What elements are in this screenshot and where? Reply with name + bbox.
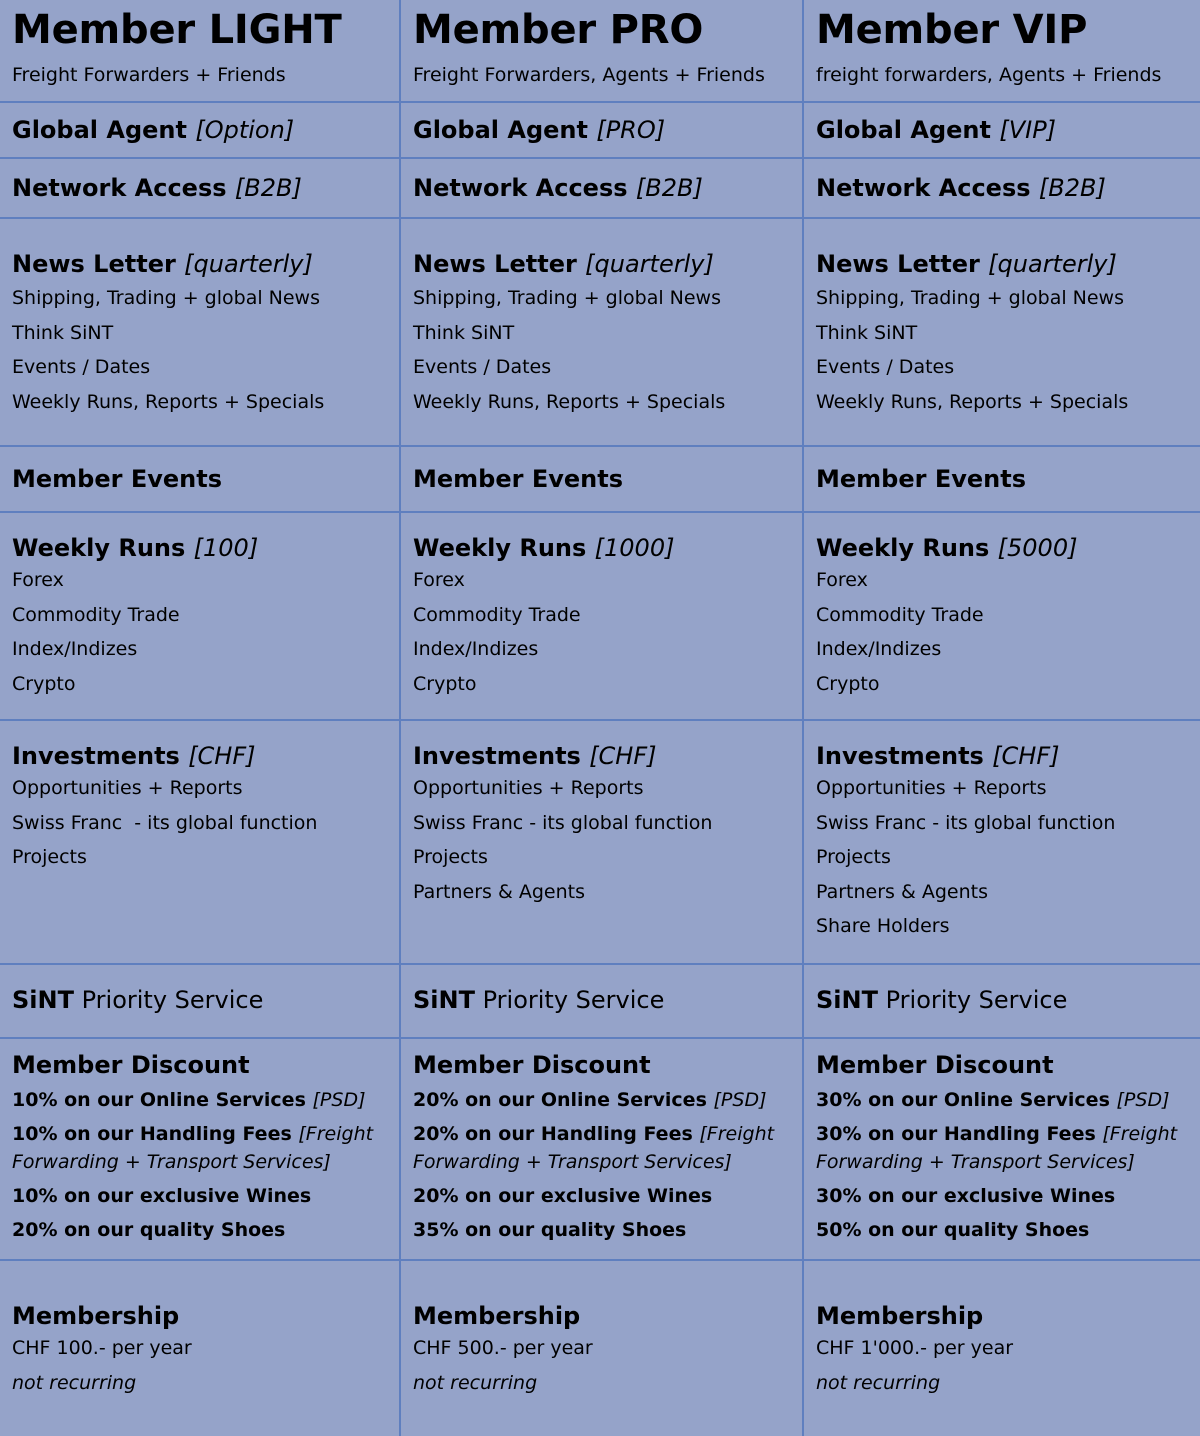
weekly-runs-tag: [1000] <box>594 534 675 562</box>
discount-shoes: 20% on our quality Shoes <box>12 1219 286 1241</box>
newsletter-item: Weekly Runs, Reports + Specials <box>12 390 325 413</box>
weekly-runs-item: Index/Indizes <box>12 638 138 660</box>
priority-service-heading: SiNT Priority Service <box>12 986 264 1014</box>
newsletter-item: Shipping, Trading + global News <box>816 287 1124 309</box>
cell-plan-header <box>0 0 400 102</box>
plan-name: Member VIP <box>816 7 1088 53</box>
cell-weekly-runs <box>0 512 400 720</box>
investments-item: Partners & Agents <box>413 880 585 903</box>
cell-membership <box>803 1260 1200 1436</box>
membership-note: not recurring <box>816 1371 941 1394</box>
membership-heading: Membership <box>413 1302 581 1330</box>
cell-plan-header <box>400 0 803 102</box>
global-agent-heading: Global Agent [Option] <box>12 116 295 144</box>
cell-priority-service <box>803 964 1200 1038</box>
investments-heading: Investments [CHF] <box>12 742 256 770</box>
cell-membership <box>400 1260 803 1436</box>
cell-newsletter <box>0 218 400 446</box>
cell-weekly-runs <box>400 512 803 720</box>
discount-online: 20% on our Online Services [PSD] <box>413 1089 767 1111</box>
investments-item: Swiss Franc - its global function <box>12 811 318 834</box>
weekly-runs-heading: Weekly Runs [1000] <box>413 534 675 562</box>
membership-note: not recurring <box>12 1371 137 1394</box>
weekly-runs-tag: [5000] <box>997 534 1078 562</box>
membership-price: CHF 100.- per year <box>12 1337 192 1359</box>
membership-heading: Membership <box>816 1302 984 1330</box>
discount-online: 10% on our Online Services [PSD] <box>12 1089 366 1111</box>
discount-wines: 20% on our exclusive Wines <box>413 1185 713 1207</box>
row-plan-header <box>0 0 1200 102</box>
weekly-runs-item: Crypto <box>816 672 880 695</box>
cell-weekly-runs <box>803 512 1200 720</box>
investments-item: Share Holders <box>816 915 950 937</box>
cell-global-agent <box>803 102 1200 158</box>
discount-wines: 30% on our exclusive Wines <box>816 1185 1116 1207</box>
investments-item: Opportunities + Reports <box>413 777 644 799</box>
investments-item: Swiss Franc - its global function <box>413 811 713 834</box>
row-newsletter <box>0 218 1200 446</box>
cell-network-access <box>400 158 803 218</box>
global-agent-tag: [Option] <box>195 116 295 144</box>
row-weekly-runs <box>0 512 1200 720</box>
plan-name: Member PRO <box>413 7 704 53</box>
investments-item: Swiss Franc - its global function <box>816 811 1116 834</box>
discount-online: 30% on our Online Services [PSD] <box>816 1089 1170 1111</box>
newsletter-item: Weekly Runs, Reports + Specials <box>816 390 1129 413</box>
newsletter-tag: [quarterly] <box>585 250 714 278</box>
sint-brand: SiNT <box>12 986 74 1014</box>
investments-item: Projects <box>413 846 488 868</box>
sint-brand: SiNT <box>816 986 878 1014</box>
cell-member-events <box>0 446 400 512</box>
weekly-runs-item: Index/Indizes <box>816 638 942 660</box>
cell-newsletter <box>803 218 1200 446</box>
newsletter-item: Shipping, Trading + global News <box>12 287 320 309</box>
weekly-runs-item: Index/Indizes <box>413 638 539 660</box>
weekly-runs-tag: [100] <box>193 534 259 562</box>
cell-priority-service <box>0 964 400 1038</box>
newsletter-heading: News Letter [quarterly] <box>816 250 1117 278</box>
investments-item: Projects <box>12 846 87 868</box>
cell-investments <box>803 720 1200 964</box>
member-events-heading: Member Events <box>12 465 222 493</box>
newsletter-item: Events / Dates <box>12 356 151 378</box>
member-discount-heading: Member Discount <box>816 1051 1054 1079</box>
global-agent-tag: [PRO] <box>596 116 666 144</box>
newsletter-item: Think SiNT <box>413 321 515 344</box>
discount-handling: 20% on our Handling Fees [Freight Forwarding + Transport Services] <box>413 1123 775 1173</box>
membership-note: not recurring <box>413 1371 538 1394</box>
cell-member-events <box>803 446 1200 512</box>
cell-newsletter <box>400 218 803 446</box>
row-priority-service <box>0 964 1200 1038</box>
newsletter-heading: News Letter [quarterly] <box>12 250 313 278</box>
member-events-heading: Member Events <box>816 465 1026 493</box>
newsletter-item: Think SiNT <box>12 321 114 344</box>
membership-price: CHF 1'000.- per year <box>816 1337 1014 1359</box>
cell-member-discount <box>0 1038 400 1260</box>
global-agent-heading: Global Agent [VIP] <box>816 116 1057 144</box>
weekly-runs-item: Crypto <box>12 672 76 695</box>
newsletter-item: Weekly Runs, Reports + Specials <box>413 390 726 413</box>
global-agent-tag: [VIP] <box>999 116 1057 144</box>
network-access-tag: [B2B] <box>234 174 302 202</box>
investments-item: Partners & Agents <box>816 880 988 903</box>
discount-shoes: 50% on our quality Shoes <box>816 1219 1090 1241</box>
network-access-tag: [B2B] <box>635 174 703 202</box>
investments-heading: Investments [CHF] <box>413 742 657 770</box>
priority-service-heading: SiNT Priority Service <box>413 986 665 1014</box>
network-access-tag: [B2B] <box>1038 174 1106 202</box>
investments-item: Projects <box>816 846 891 868</box>
row-member-events <box>0 446 1200 512</box>
weekly-runs-item: Crypto <box>413 672 477 695</box>
member-events-heading: Member Events <box>413 465 623 493</box>
discount-wines: 10% on our exclusive Wines <box>12 1185 312 1207</box>
cell-priority-service <box>400 964 803 1038</box>
row-network-access <box>0 158 1200 218</box>
cell-member-discount <box>803 1038 1200 1260</box>
weekly-runs-heading: Weekly Runs [100] <box>12 534 259 562</box>
network-access-heading: Network Access [B2B] <box>413 174 703 202</box>
newsletter-item: Events / Dates <box>816 356 955 378</box>
discount-handling: 10% on our Handling Fees [Freight Forwarding + Transport Services] <box>12 1123 374 1173</box>
cell-network-access <box>803 158 1200 218</box>
cell-member-discount <box>400 1038 803 1260</box>
row-membership <box>0 1260 1200 1436</box>
newsletter-item: Shipping, Trading + global News <box>413 287 721 309</box>
newsletter-tag: [quarterly] <box>184 250 313 278</box>
row-investments <box>0 720 1200 964</box>
discount-shoes: 35% on our quality Shoes <box>413 1219 687 1241</box>
plan-subtitle: freight forwarders, Agents + Friends <box>816 64 1162 86</box>
priority-service-heading: SiNT Priority Service <box>816 986 1068 1014</box>
newsletter-heading: News Letter [quarterly] <box>413 250 714 278</box>
cell-network-access <box>0 158 400 218</box>
investments-tag: [CHF] <box>992 742 1060 770</box>
weekly-runs-item: Commodity Trade <box>413 603 581 626</box>
global-agent-heading: Global Agent [PRO] <box>413 116 666 144</box>
investments-heading: Investments [CHF] <box>816 742 1060 770</box>
newsletter-item: Think SiNT <box>816 321 918 344</box>
investments-item: Opportunities + Reports <box>816 777 1047 799</box>
membership-price: CHF 500.- per year <box>413 1337 593 1359</box>
newsletter-tag: [quarterly] <box>988 250 1117 278</box>
newsletter-item: Events / Dates <box>413 356 552 378</box>
weekly-runs-item: Commodity Trade <box>816 603 984 626</box>
cell-plan-header <box>803 0 1200 102</box>
discount-handling: 30% on our Handling Fees [Freight Forwarding + Transport Services] <box>816 1123 1178 1173</box>
cell-membership <box>0 1260 400 1436</box>
cell-investments <box>400 720 803 964</box>
row-global-agent <box>0 102 1200 158</box>
cell-global-agent <box>0 102 400 158</box>
cell-member-events <box>400 446 803 512</box>
network-access-heading: Network Access [B2B] <box>12 174 302 202</box>
investments-tag: [CHF] <box>188 742 256 770</box>
weekly-runs-item: Forex <box>413 569 465 591</box>
plan-subtitle: Freight Forwarders, Agents + Friends <box>413 64 765 86</box>
row-member-discount <box>0 1038 1200 1260</box>
membership-heading: Membership <box>12 1302 180 1330</box>
weekly-runs-heading: Weekly Runs [5000] <box>816 534 1078 562</box>
cell-global-agent <box>400 102 803 158</box>
member-discount-heading: Member Discount <box>12 1051 250 1079</box>
sint-brand: SiNT <box>413 986 475 1014</box>
network-access-heading: Network Access [B2B] <box>816 174 1106 202</box>
weekly-runs-item: Commodity Trade <box>12 603 180 626</box>
member-discount-heading: Member Discount <box>413 1051 651 1079</box>
weekly-runs-item: Forex <box>816 569 868 591</box>
plan-name: Member LIGHT <box>12 7 342 53</box>
cell-investments <box>0 720 400 964</box>
weekly-runs-item: Forex <box>12 569 64 591</box>
investments-item: Opportunities + Reports <box>12 777 243 799</box>
investments-tag: [CHF] <box>589 742 657 770</box>
plan-subtitle: Freight Forwarders + Friends <box>12 64 286 86</box>
